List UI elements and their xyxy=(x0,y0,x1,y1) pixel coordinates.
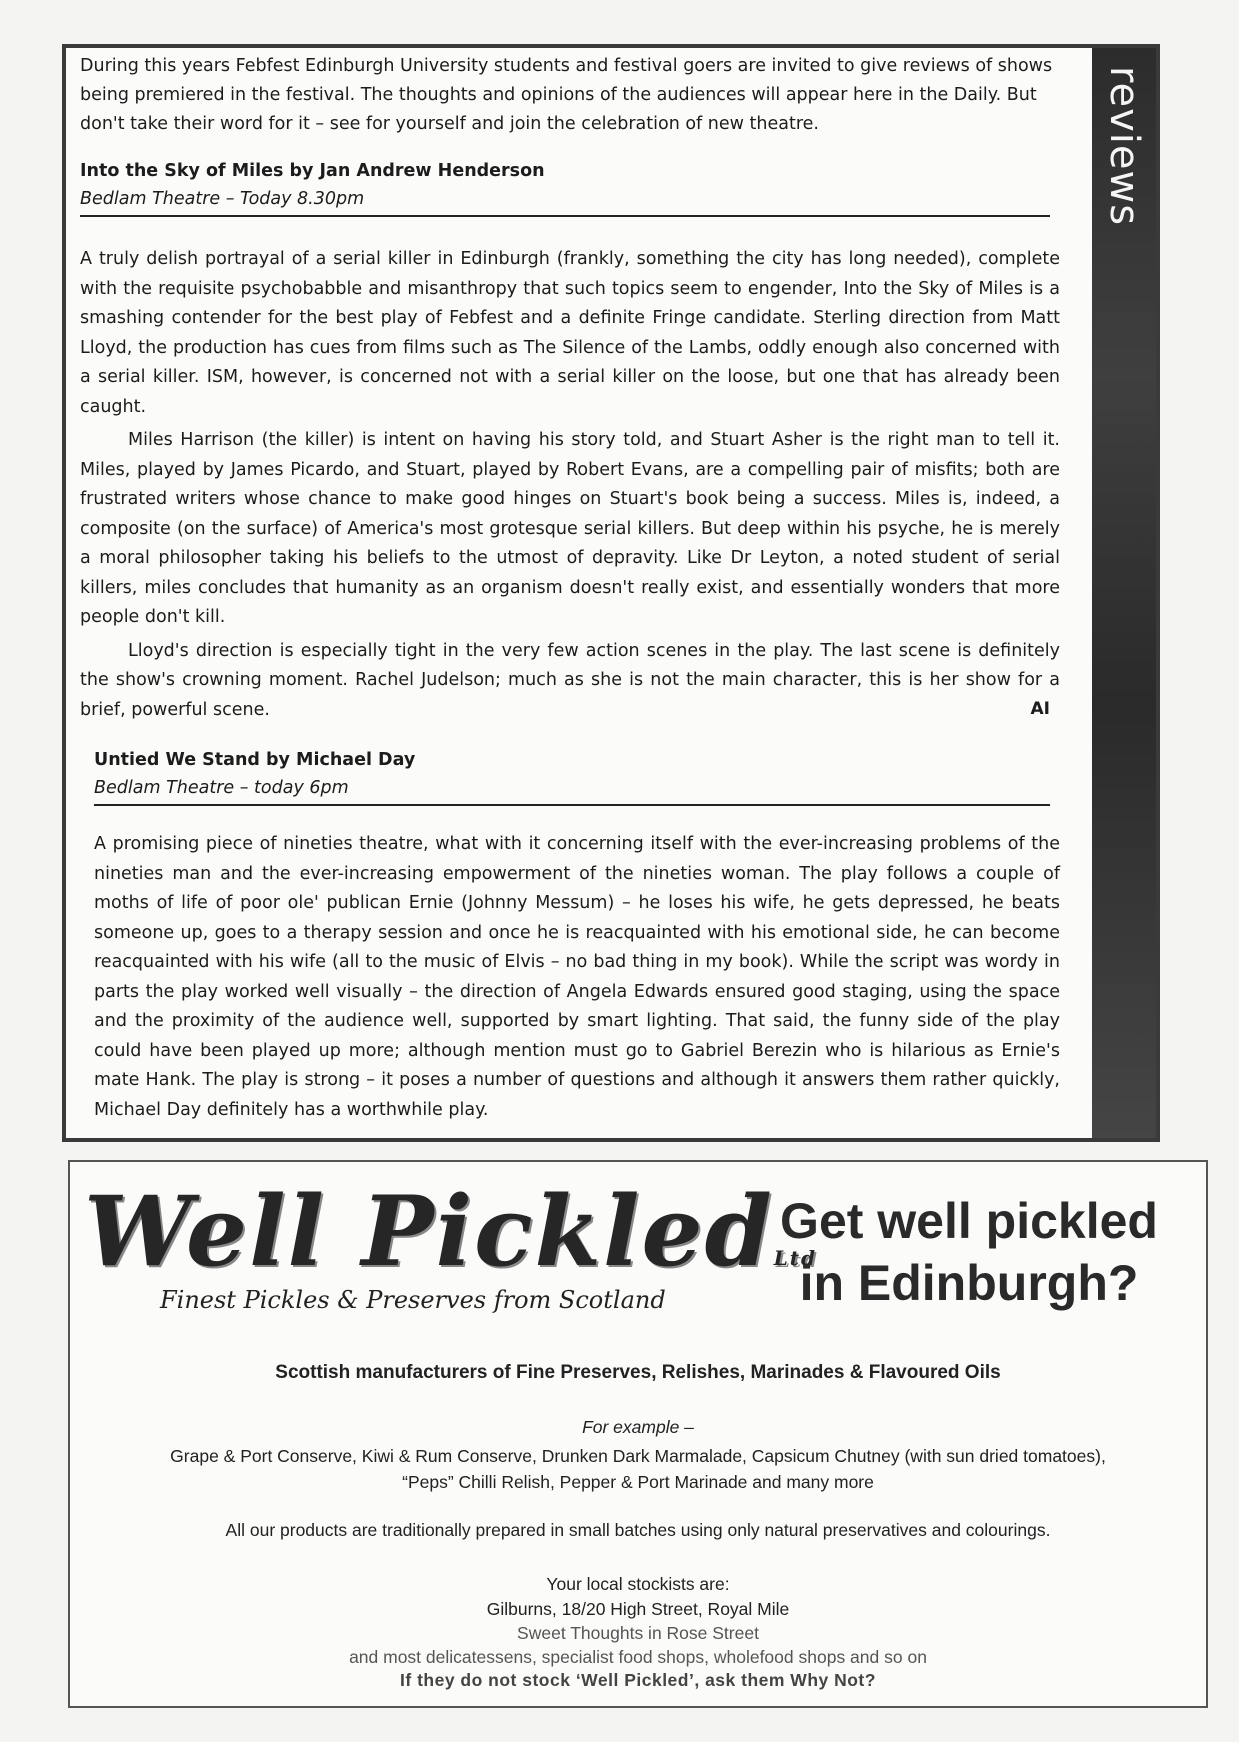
divider xyxy=(80,215,1050,217)
advert-tagline: Scottish manufacturers of Fine Preserves, Relishes, Marinades & Flavoured Oils xyxy=(275,1362,1001,1383)
reviews-section xyxy=(62,44,1160,1142)
preparation-note: All our products are traditionally prepared in small batches using only natural preservatives and colourings. xyxy=(225,1520,1051,1540)
reviews-side-bar xyxy=(1092,48,1156,1138)
intro-paragraph: During this years Febfest Edinburgh University students and festival goers are invited to give reviews of shows being premiered in the festival. The thoughts and opinions of the audiences will appear here in the Daily. But don't take their word for it – see for yourself and join the celebration of new theatre. xyxy=(80,56,1053,134)
examples-label: For example – xyxy=(582,1417,694,1437)
stockists-label: Your local stockists are: xyxy=(546,1574,730,1594)
advert-headline xyxy=(754,1190,1184,1314)
review-title: Untied We Stand by Michael Day xyxy=(94,750,416,770)
review-paragraph: Miles Harrison (the killer) is intent on having his story told, and Stuart Asher is the right man to tell it. Miles, played by James Picardo, and Stuart, played by Robert Evans, are a compelling pair of misfits; both are frustrated writers whose chance to make good hinges on Stuart's book being a success. Miles is, indeed, a composite (on the surface) of America's most grotesque serial killers. But deep within his psyche, he is merely a moral philosopher taking his beliefs to the utmost of depravity. Like Dr Leyton, a noted student of serial killers, miles concludes that humanity as an organism doesn't really exist, and essentially wonders that more people don't kill. xyxy=(80,430,1060,627)
section-label xyxy=(1100,56,1148,236)
divider xyxy=(94,804,1050,806)
headline-line: Get well pickled xyxy=(780,1193,1158,1249)
review-paragraph: Lloyd's direction is especially tight in the very few action scenes in the play. The last scene is definitely the show's crowning moment. Rachel Judelson; much as she is not the main character, this is her show for a brief, powerful scene. xyxy=(80,640,1060,720)
review-paragraph: A truly delish portrayal of a serial killer in Edinburgh (frankly, something the city has long needed), complete with the requisite psychobabble and misanthropy that such topics seem to engender, Into the Sky of Miles is a smashing contender for the best play of Febfest and a definite Fringe candidate. Sterling direction from Matt Lloyd, the production has cues from films such as The Silence of the Lambs, oddly enough also concerned with a serial killer. ISM, however, is concerned not with a serial killer on the loose, but one that has already been caught. xyxy=(80,249,1060,417)
review-title: Into the Sky of Miles by Jan Andrew Henderson xyxy=(80,161,545,181)
well-pickled-advert xyxy=(68,1160,1208,1708)
examples-line: Grape & Port Conserve, Kiwi & Rum Conserve, Drunken Dark Marmalade, Capsicum Chutney (with sun dried tomatoes), xyxy=(170,1446,1106,1466)
review-paragraph: A promising piece of nineties theatre, what with it concerning itself with the ever-increasing problems of the nineties man and the ever-increasing empowerment of the nineties woman. The play follows a couple of moths of life of poor ole' publican Ernie (Johnny Messum) – he loses his wife, he gets depressed, he beats someone up, goes to a therapy session and once he is reacquainted with his emotional side, he can become reacquainted with his wife (all to the music of Elvis – no bad thing in my book). While the script was wordy in parts the play worked well visually – the direction of Angela Edwards ensured good staging, using the space and the proximity of the audience well, supported by smart lighting. That said, the funny side of the play could have been played up more; although mention must go to Gabriel Berezin who is hilarious as Ernie's mate Hank. The play is strong – it poses a number of questions and although it answers them rather quickly, Michael Day definitely has a worthwhile play. xyxy=(94,834,1060,1120)
stockist-item: Sweet Thoughts in Rose Street xyxy=(517,1623,759,1643)
examples-list xyxy=(70,1443,1206,1495)
stockist-item: Gilburns, 18/20 High Street, Royal Mile xyxy=(486,1599,790,1619)
review-venue: Bedlam Theatre – today 6pm xyxy=(94,778,349,798)
review-venue: Bedlam Theatre – Today 8.30pm xyxy=(80,189,365,209)
logo-ltd: Ltd xyxy=(773,1246,818,1270)
reviews-content xyxy=(80,52,1060,1125)
review-author: AI xyxy=(1030,699,1050,719)
examples-line: “Peps” Chilli Relish, Pepper & Port Marinade and many more xyxy=(402,1472,874,1492)
section-label-text: reviews xyxy=(1101,65,1147,227)
review-2 xyxy=(80,746,1060,1125)
well-pickled-logo xyxy=(84,1175,818,1332)
logo-tagline: Finest Pickles & Preserves from Scotland xyxy=(160,1286,666,1314)
why-not-line: If they do not stock ‘Well Pickled’, ask them Why Not? xyxy=(400,1670,876,1690)
review-1 xyxy=(80,157,1060,724)
headline-line: in Edinburgh? xyxy=(799,1255,1139,1311)
logo-name: Well Pickled xyxy=(84,1175,774,1288)
stockist-item: and most delicatessens, specialist food shops, wholefood shops and so on xyxy=(349,1647,927,1667)
